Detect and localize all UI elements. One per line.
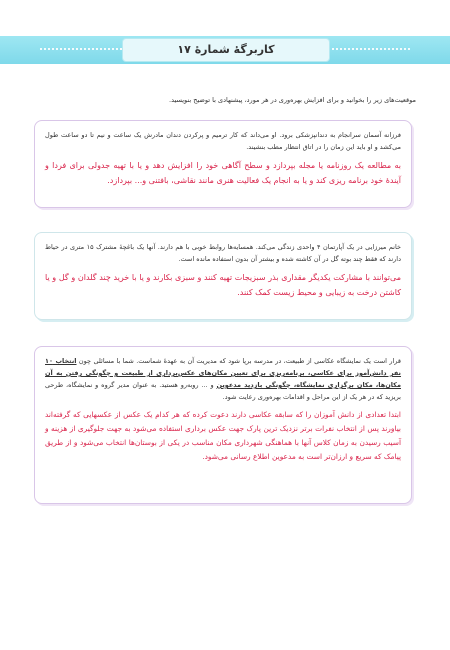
page-title: کاربرگۀ شمارۀ ۱۷ <box>122 38 330 62</box>
scenario-card-1 <box>34 120 412 208</box>
scenario-question: فرزانه آسمان سرانجام به دندانپزشکی برود. او می‌داند که کار ترمیم و پرکردن دندان مادرش یک ساعت و نیم تا دو ساعت طول می‌کشد و او باید این زمان را در اتاق انتظار مطب بنشیند. <box>45 131 401 151</box>
question-underlined-tasks: انتخاب ۱۰ نفر دانش‌آموز برای عکاسی، برنامه‌ریزی برای تعیین مکان‌های عکس‌برداری از طبیعت و چگونگی رفتن به آن مکان‌ها، مکان برگزاری نمایشگاه، چگونگی بازدید مدعوین <box>45 357 401 389</box>
scenario-question <box>45 355 401 403</box>
scenario-answer: به مطالعه یک روزنامه یا مجله بپردازد و سطح آگاهی خود را افزایش دهد و یا با تهیه جدولی برای فردا و آیندۀ خود برنامه ریزی کند و یا به انجام یک فعالیت هنری مانند نقاشی، بافتنی و... بپردازد. <box>45 161 401 185</box>
question-text-end: و ... روبه‌رو هستید. به عنوان مدیر گروه و نمایشگاه، طرحی بریزید که در هر یک از این مراحل و اقدامات بهره‌وری رعایت شود. <box>45 381 401 401</box>
instructions-text: موقعیت‌های زیر را بخوانید و برای افزایش بهره‌وری در هر مورد، پیشنهادی با توضیح بنویسید. <box>169 96 416 104</box>
scenario-card-2 <box>34 232 412 320</box>
question-text-start: قرار است یک نمایشگاه عکاسی از طبیعت، در مدرسه برپا شود که مدیریت آن به عهدۀ شماست. شما با مسائلی چون <box>76 357 401 365</box>
scenario-card-3 <box>34 346 412 504</box>
scenario-answer: ابتدا تعدادی از دانش آموزان را که سابقه عکاسی دارند دعوت کرده که هر کدام یک عکس از عکسهایی که گرفته‌اند بیاورند پس از انتخاب نفرات برتر نزدیک ترین پارک جهت عکس برداری استفاده می‌شود به جهت جلوگیری از هزینه و آسیب رسیدن به زمان کلاس آنها با هماهنگی شهرداری مکان مناسب در یکی از بوستان‌ها انتخاب می‌شود و از طریق پیامک که سریع و ارزان‌تر است به مدعوین اطلاع رسانی می‌شود. <box>45 410 401 461</box>
scenario-answer: می‌توانند با مشارکت یکدیگر مقداری بذر سبزیجات تهیه کنند و سبزی بکارند و یا با خرید چند گلدان و گل و یا کاشتن درخت به زیبایی و محیط زیست کمک کنند. <box>45 273 401 297</box>
scenario-question: خانم میرزایی در یک آپارتمان ۴ واحدی زندگی می‌کند. همسایه‌ها روابط خوبی با هم دارند. آنها یک باغچۀ مشترک ۱۵ متری در حیاط دارند که فقط چند بوته گل در آن کاشته شده و بیشتر آن بدون استفاده مانده است. <box>45 243 401 263</box>
